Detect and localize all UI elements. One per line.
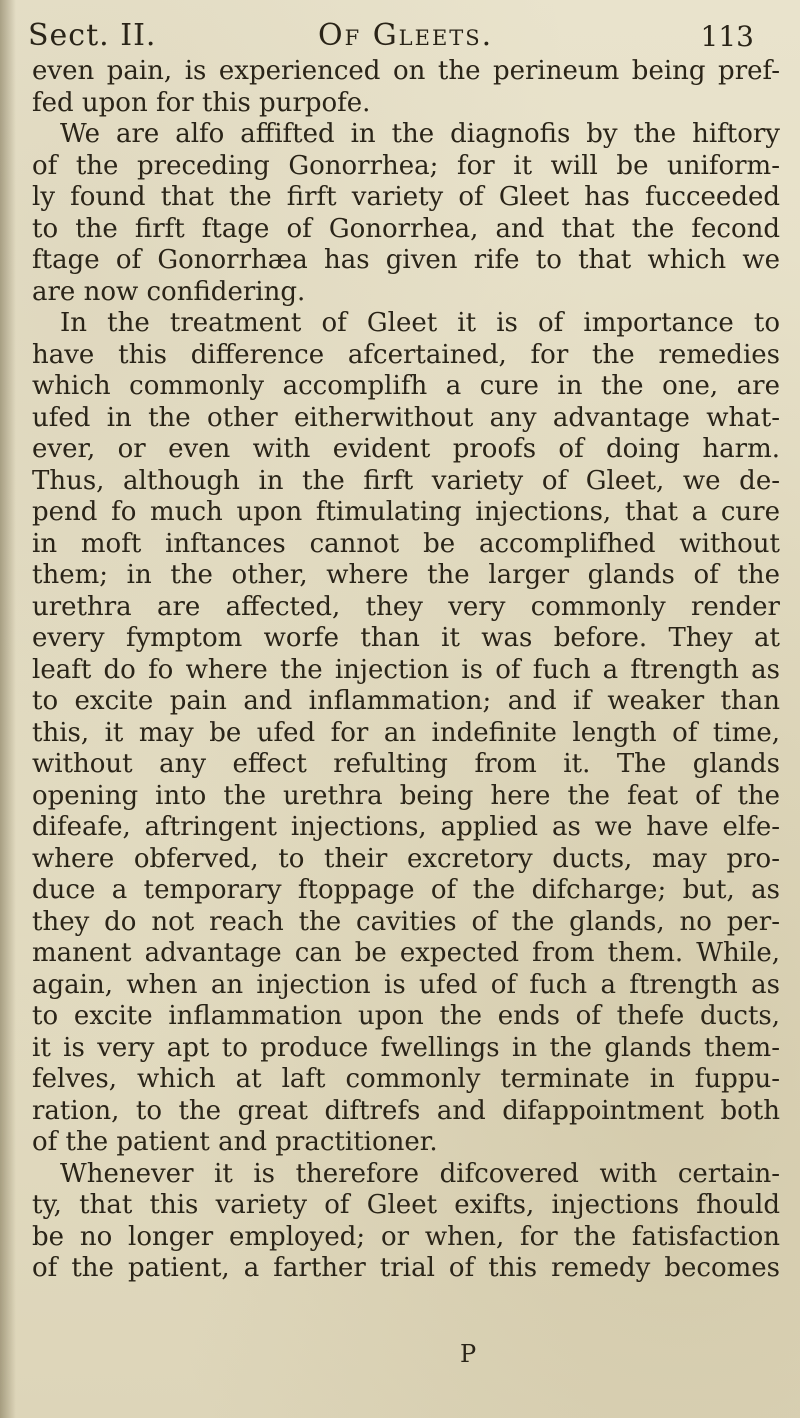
text-line: ration, to the great diftrefs and difappointment both xyxy=(32,1095,780,1126)
signature-mark: P xyxy=(460,1340,477,1368)
text-line: in moft inftances cannot be accomplifhed without xyxy=(32,528,780,559)
running-title: Of Gleets. xyxy=(318,18,494,53)
text-line: felves, which at laft commonly terminate in fuppu- xyxy=(32,1064,780,1094)
text-line: opening into the urethra being here the feat of the xyxy=(32,780,780,811)
page-gutter-shadow xyxy=(0,0,16,1418)
text-line: even pain, is experienced on the perineum being pref- xyxy=(32,56,780,86)
text-line: fed upon for this purpofe. xyxy=(32,87,371,118)
text-line: of the preceding Gonorrhea; for it will be uniform- xyxy=(32,150,780,181)
text-line: ufed in the other eitherwithout any advantage what- xyxy=(32,402,780,433)
text-line: urethra are affected, they very commonly render xyxy=(32,591,780,622)
text-line: ty, that this variety of Gleet exifts, injections fhould xyxy=(32,1190,780,1220)
paragraph-start-line: Whenever it is therefore difcovered with certain- xyxy=(60,1158,780,1189)
text-line: they do not reach the cavities of the glands, no per- xyxy=(32,906,780,937)
text-line: have this difference afcertained, for the remedies xyxy=(32,339,780,370)
text-line: to excite pain and inflammation; and if weaker than xyxy=(32,686,780,716)
text-line: be no longer employed; or when, for the fatisfaction xyxy=(32,1221,780,1252)
text-line: leaft do fo where the injection is of fuch a ftrength as xyxy=(32,654,780,685)
text-line: are now confidering. xyxy=(32,276,306,307)
paragraph-start-line: We are alfo affifted in the diagnofis by the hiftory xyxy=(60,119,780,149)
text-line: where obferved, to their excretory ducts, may pro- xyxy=(32,843,780,874)
text-line: of the patient and practitioner. xyxy=(32,1127,438,1157)
text-line: pend fo much upon ftimulating injections, that a cure xyxy=(32,497,780,527)
text-line: it is very apt to produce fwellings in the glands them- xyxy=(32,1032,780,1063)
text-line: difeafe, aftringent injections, applied as we have elfe- xyxy=(32,812,780,842)
section-label: Sect. II. xyxy=(28,18,157,53)
text-line: every fymptom worfe than it was before. They at xyxy=(32,623,780,653)
text-line: manent advantage can be expected from them. While, xyxy=(32,938,780,968)
text-line: this, it may be ufed for an indefinite length of time, xyxy=(32,717,780,748)
text-line: which commonly accomplifh a cure in the one, are xyxy=(32,371,780,401)
text-line: duce a temporary ftoppage of the difcharge; but, as xyxy=(32,875,780,905)
text-line: Thus, although in the firft variety of Gleet, we de- xyxy=(32,465,780,496)
page-number: 113 xyxy=(700,20,754,53)
text-line: to the firft ftage of Gonorrhea, and that the fecond xyxy=(32,213,780,244)
text-line: ly found that the firft variety of Gleet has fucceeded xyxy=(32,182,780,212)
body-text xyxy=(32,56,780,1285)
text-line: of the patient, a farther trial of this remedy becomes xyxy=(32,1253,780,1283)
text-line: ever, or even with evident proofs of doing harm. xyxy=(32,434,780,464)
text-line: to excite inflammation upon the ends of thefe ducts, xyxy=(32,1001,780,1031)
running-header xyxy=(28,6,778,56)
paragraph-start-line: In the treatment of Gleet it is of importance to xyxy=(60,308,780,338)
text-line: ftage of Gonorrhæa has given rife to that which we xyxy=(32,245,780,275)
text-line: again, when an injection is ufed of fuch a ftrength as xyxy=(32,969,780,1000)
text-line: without any effect refulting from it. The glands xyxy=(32,749,780,779)
text-line: them; in the other, where the larger glands of the xyxy=(32,560,780,590)
